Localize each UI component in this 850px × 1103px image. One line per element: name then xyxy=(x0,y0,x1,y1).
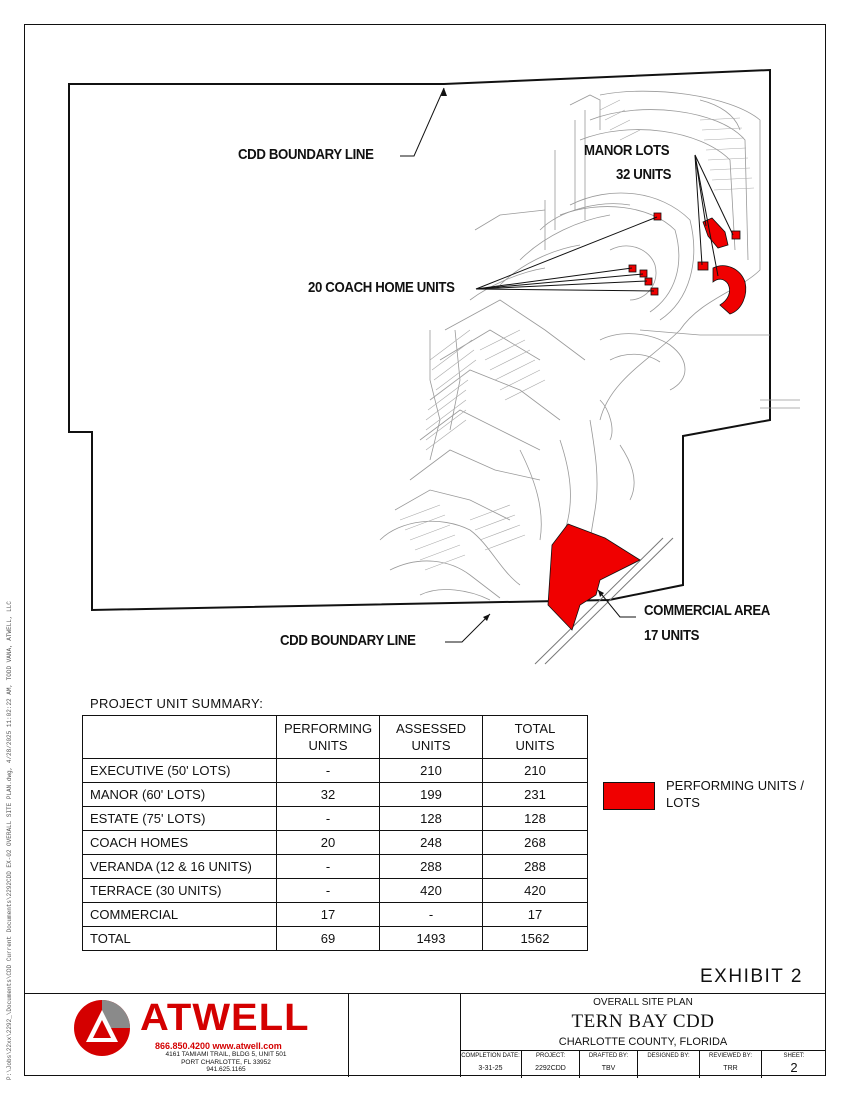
project-number-cell xyxy=(522,1051,580,1078)
table-cell: 17 xyxy=(277,903,380,927)
table-cell: - xyxy=(277,879,380,903)
table-cell: 1562 xyxy=(483,927,588,951)
table-cell: 199 xyxy=(380,783,483,807)
table-cell: 128 xyxy=(483,807,588,831)
table-row xyxy=(83,855,588,879)
table-row xyxy=(83,879,588,903)
text-line: UNITS xyxy=(515,738,555,753)
header-performing xyxy=(277,716,380,759)
table-row xyxy=(83,759,588,783)
text-line: UNITS xyxy=(308,738,348,753)
table-cell: 17 xyxy=(483,903,588,927)
table-row xyxy=(83,783,588,807)
designed-by-cell xyxy=(638,1051,700,1078)
text-line: UNITS xyxy=(411,738,451,753)
table-cell: 288 xyxy=(483,855,588,879)
legend-swatch xyxy=(603,782,655,810)
text-line: TOTAL xyxy=(514,721,556,736)
development-linework xyxy=(380,91,800,600)
text-line: REVIEWED BY: xyxy=(708,1053,752,1059)
coach-home-units-label: 20 COACH HOME UNITS xyxy=(308,279,455,296)
coach-home-unit-1 xyxy=(654,213,661,220)
manor-lot-single-1 xyxy=(698,262,708,270)
sheet-title: OVERALL SITE PLAN xyxy=(593,997,693,1008)
table-cell: - xyxy=(277,855,380,879)
text-line: DRAFTED BY: xyxy=(588,1053,629,1059)
table-header-row xyxy=(83,716,588,759)
text-line: PROJECT: xyxy=(535,1053,565,1059)
text-line: TRR xyxy=(723,1065,738,1072)
project-name: TERN BAY CDD xyxy=(571,1011,715,1032)
title-block-spacer xyxy=(348,994,461,1077)
text-line: 2292CDD xyxy=(535,1065,566,1072)
commercial-area-label: COMMERCIAL AREA xyxy=(644,602,770,619)
coach-home-unit-3 xyxy=(640,270,647,277)
drafted-by-cell xyxy=(580,1051,638,1078)
company-name: ATWELL xyxy=(140,997,310,1039)
table-cell: 248 xyxy=(380,831,483,855)
header-blank xyxy=(83,716,277,759)
cdd-boundary-label-bottom: CDD BOUNDARY LINE xyxy=(280,632,416,649)
table-cell: 420 xyxy=(380,879,483,903)
legend-label: PERFORMING UNITS / LOTS xyxy=(666,778,804,810)
table-cell: TERRACE (30 UNITS) xyxy=(83,879,277,903)
exhibit-number: EXHIBIT 2 xyxy=(700,966,803,987)
table-cell: 69 xyxy=(277,927,380,951)
table-cell: - xyxy=(277,759,380,783)
table-cell: 128 xyxy=(380,807,483,831)
table-cell: 1493 xyxy=(380,927,483,951)
coach-home-unit-5 xyxy=(651,288,658,295)
unit-summary-title: PROJECT UNIT SUMMARY: xyxy=(90,696,264,711)
text-line: 3-31-25 xyxy=(478,1065,503,1072)
text-line: 2 xyxy=(790,1060,798,1075)
table-cell: ESTATE (75' LOTS) xyxy=(83,807,277,831)
table-cell: TOTAL xyxy=(83,927,277,951)
table-cell: 268 xyxy=(483,831,588,855)
cdd-boundary-label-top: CDD BOUNDARY LINE xyxy=(238,146,374,163)
table-cell: - xyxy=(277,807,380,831)
company-address xyxy=(156,1051,296,1074)
file-path-stamp: P:\Jobs\22xx\2292_\Documents\CDD Current Documents\2292CDD EX-02 OVERALL SITE PLAN.dwg, 4/28/2025 11:02:22 AM, TODD VANA, ATWELL, LLC xyxy=(6,601,13,1080)
text-line: 4161 TAMIAMI TRAIL, BLDG 5, UNIT 501 xyxy=(165,1051,287,1058)
text-line: DESIGNED BY: xyxy=(647,1053,690,1059)
manor-lots-label: MANOR LOTS xyxy=(584,142,670,159)
table-row-total xyxy=(83,927,588,951)
text-line: 941.625.1165 xyxy=(206,1066,246,1073)
text-line: TBV xyxy=(601,1065,616,1072)
table-row xyxy=(83,903,588,927)
table-cell: 288 xyxy=(380,855,483,879)
text-line: ASSESSED xyxy=(395,721,467,736)
manor-lots-count: 32 UNITS xyxy=(616,166,672,183)
table-cell: - xyxy=(380,903,483,927)
commercial-area-count: 17 UNITS xyxy=(644,627,700,644)
table-row xyxy=(83,831,588,855)
commercial-area-parcel xyxy=(548,524,640,630)
header-total xyxy=(483,716,588,759)
table-cell: 32 xyxy=(277,783,380,807)
table-cell: EXECUTIVE (50' LOTS) xyxy=(83,759,277,783)
text-line: COMPLETION DATE: xyxy=(461,1053,520,1059)
table-cell: COMMERCIAL xyxy=(83,903,277,927)
company-phone: 866.850.4200 www.atwell.com xyxy=(155,1041,282,1051)
project-location: CHARLOTTE COUNTY, FLORIDA xyxy=(558,1036,728,1048)
unit-summary-table xyxy=(82,715,588,951)
text-line: PERFORMING xyxy=(283,721,373,736)
company-logo-block xyxy=(24,994,349,1077)
title-block xyxy=(24,993,826,1076)
table-cell: 231 xyxy=(483,783,588,807)
table-cell: 20 xyxy=(277,831,380,855)
manor-lot-single-2 xyxy=(732,231,740,239)
text-line: PORT CHARLOTTE, FL 33952 xyxy=(181,1058,271,1066)
manor-lots-cluster-1 xyxy=(703,218,728,248)
table-cell: 420 xyxy=(483,879,588,903)
table-cell: COACH HOMES xyxy=(83,831,277,855)
text-line: SHEET: xyxy=(783,1053,805,1059)
sheet-number-cell xyxy=(762,1051,826,1078)
table-cell: MANOR (60' LOTS) xyxy=(83,783,277,807)
table-cell: 210 xyxy=(380,759,483,783)
table-cell: VERANDA (12 & 16 UNITS) xyxy=(83,855,277,879)
table-cell: 210 xyxy=(483,759,588,783)
atwell-logo-icon xyxy=(72,998,132,1058)
table-row xyxy=(83,807,588,831)
reviewed-by-cell xyxy=(700,1051,762,1078)
sheet-info-row xyxy=(460,1050,826,1078)
header-assessed xyxy=(380,716,483,759)
completion-date-cell xyxy=(460,1051,522,1078)
